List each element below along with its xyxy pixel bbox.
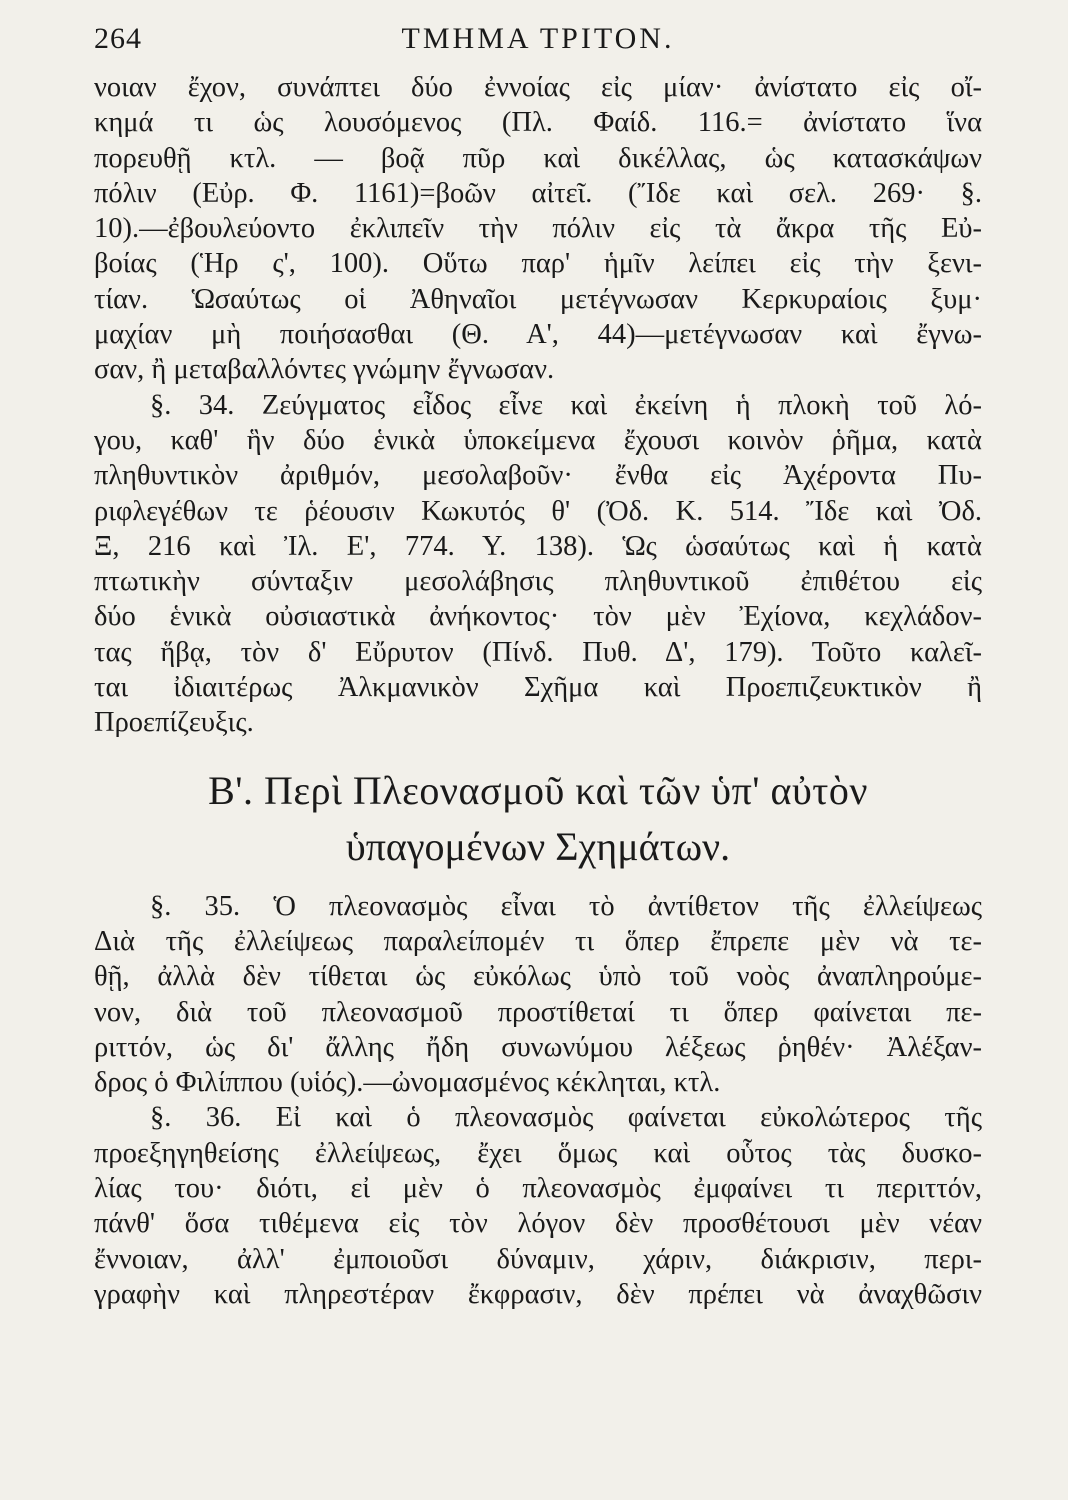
section-heading-line: ὑπαγομένων Σχημάτων. (345, 823, 731, 869)
paragraph-continuation (94, 70, 982, 388)
section-heading (94, 763, 982, 875)
text-line: γραφὴν καὶ πληρεστέραν ἔκφρασιν, δὲν πρέπει νὰ ἀναχθῶσιν (94, 1278, 982, 1310)
text-line: γου, καθ' ἣν δύο ἑνικὰ ὑποκείμενα ἔχουσι κοινὸν ῥῆμα, κατὰ (94, 424, 982, 456)
text-line: δρος ὁ Φιλίππου (υἱός).—ὠνομασμένος κέκληται, κτλ. (94, 1067, 721, 1099)
text-line: §. 34. Ζεύγματος εἶδος εἶνε καὶ ἐκείνη ἡ πλοκὴ τοῦ λό- (150, 389, 982, 421)
section-heading-line: Β'. Περὶ Πλεονασμοῦ καὶ τῶν ὑπ' αὐτὸν (208, 767, 868, 813)
text-line: νοιαν ἔχον, συνάπτει δύο ἐννοίας εἰς μίαν· ἀνίστατο εἰς οἴ- (94, 72, 982, 103)
text-line: τας ἥβᾳ, τὸν δ' Εὔρυτον (Πίνδ. Πυθ. Δ', 179). Τοῦτο καλεῖ- (94, 636, 982, 668)
text-line: 10).—ἐβουλεύοντο ἐκλιπεῖν τὴν πόλιν εἰς τὰ ἄκρα τῆς Εὐ- (94, 213, 982, 245)
page-header (94, 22, 982, 70)
text-line: προεξηγηθείσης ἐλλείψεως, ἔχει ὅμως καὶ οὗτος τὰς δυσκο- (94, 1137, 982, 1169)
text-line: πληθυντικὸν ἀριθμόν, μεσολαβοῦν· ἔνθα εἰς Ἀχέροντα Πυ- (94, 460, 982, 492)
text-line: ται ἰδιαιτέρως Ἀλκμανικὸν Σχῆμα καὶ Προεπιζευκτικὸν ἢ (94, 672, 982, 704)
text-line: κημά τι ὡς λουσόμενος (Πλ. Φαίδ. 116.= ἀνίστατο ἵνα (94, 107, 982, 139)
text-line: πόλιν (Εὐρ. Φ. 1161)=βοῶν αἰτεῖ. (Ἴδε καὶ σελ. 269· §. (94, 177, 982, 209)
text-line: λίας του· διότι, εἰ μὲν ὁ πλεονασμὸς ἐμφαίνει τι περιττόν, (94, 1173, 982, 1205)
text-line: μαχίαν μὴ ποιήσασθαι (Θ. Α', 44)—μετέγνωσαν καὶ ἔγνω- (94, 319, 982, 351)
page-number: 264 (94, 22, 142, 55)
paragraph-36 (94, 1100, 982, 1312)
text-line: πτωτικὴν σύνταξιν μεσολάβησις πληθυντικοῦ ἐπιθέτου εἰς (94, 566, 982, 598)
text-line: τίαν. Ὡσαύτως οἱ Ἀθηναῖοι μετέγνωσαν Κερκυραίοις ξυμ· (94, 283, 982, 315)
text-line: §. 35. Ὁ πλεονασμὸς εἶναι τὸ ἀντίθετον τῆς ἐλλείψεως (150, 890, 982, 922)
text-line: σαν, ἢ μεταβαλλόντες γνώμην ἔγνωσαν. (94, 354, 555, 386)
text-line: Προεπίζευξις. (94, 707, 254, 739)
paragraph-34 (94, 388, 982, 741)
text-line: πάνθ' ὅσα τιθέμενα εἰς τὸν λόγον δὲν προσθέτουσι μὲν νέαν (94, 1208, 982, 1240)
text-line: ἔννοιαν, ἀλλ' ἐμποιοῦσι δύναμιν, χάριν, διάκρισιν, περι- (94, 1243, 982, 1275)
text-line: δύο ἑνικὰ οὐσιαστικὰ ἀνήκοντος· τὸν μὲν Ἐχίονα, κεχλάδον- (94, 601, 982, 633)
text-line: θῇ, ἀλλὰ δὲν τίθεται ὡς εὐκόλως ὑπὸ τοῦ νοὸς ἀναπληρούμε- (94, 961, 982, 993)
text-line: ριττόν, ὡς δι' ἄλλης ἤδη συνωνύμου λέξεως ῥηθέν· Ἀλέξαν- (94, 1031, 982, 1063)
text-line: ριφλεγέθων τε ῥέουσιν Κωκυτός θ' (Ὀδ. Κ. 514. Ἴδε καὶ Ὀδ. (94, 495, 982, 527)
running-head: ΤΜΗΜΑ ΤΡΙΤΟΝ. (401, 22, 675, 55)
text-line: Διὰ τῆς ἐλλείψεως παραλείπομέν τι ὅπερ ἔπρεπε μὲν νὰ τε- (94, 925, 982, 957)
text-line: νον, διὰ τοῦ πλεονασμοῦ προστίθεταί τι ὅπερ φαίνεται πε- (94, 996, 982, 1028)
text-line: πορευθῇ κτλ. — βοᾷ πῦρ καὶ δικέλλας, ὡς κατασκάψων (94, 142, 982, 174)
text-line: Ξ, 216 καὶ Ἰλ. Ε', 774. Υ. 138). Ὡς ὡσαύτως καὶ ἡ κατὰ (94, 530, 982, 562)
text-line: §. 36. Εἰ καὶ ὁ πλεονασμὸς φαίνεται εὐκολώτερος τῆς (150, 1102, 982, 1134)
text-line: βοίας (Ἡρ ς', 100). Οὕτω παρ' ἡμῖν λείπει εἰς τὴν ξενι- (94, 248, 982, 280)
paragraph-35 (94, 889, 982, 1101)
